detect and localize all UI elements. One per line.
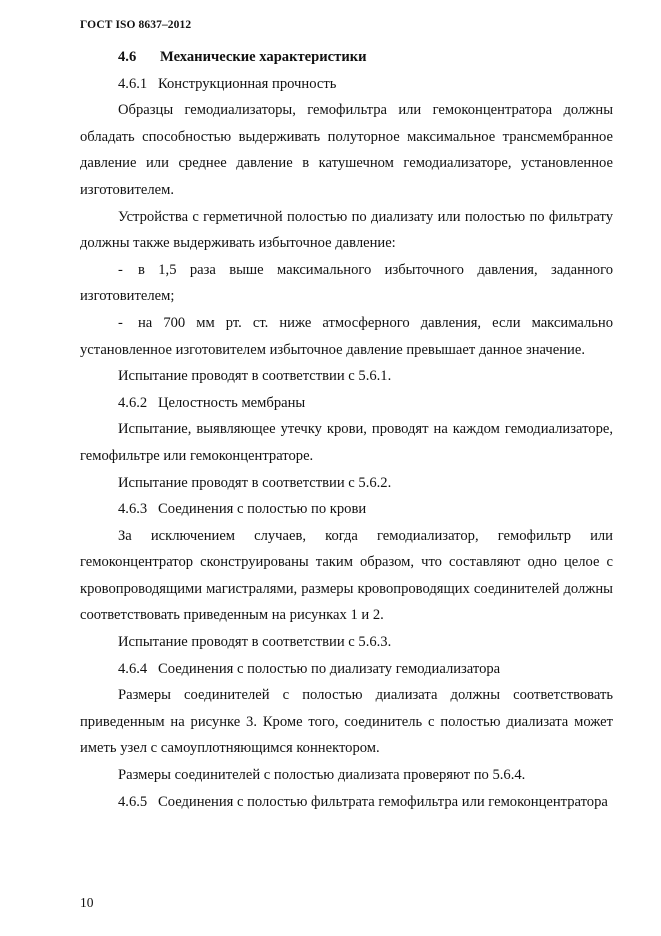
list-dash: - [118, 261, 123, 278]
subsection-number: 4.6.2 [118, 394, 148, 411]
subsection-title: Соединения с полостью фильтрата гемофильтра или гемоконцентратора [158, 793, 608, 810]
test-reference: Размеры соединителей с полостью диализата проверяют по 5.6.4. [118, 767, 526, 784]
subsection-heading-4-6-2 [80, 390, 613, 417]
section-heading-4-6 [80, 44, 613, 71]
list-item-text: в 1,5 раза выше максимального избыточного давления, заданного изготовителем; [80, 261, 613, 305]
subsection-heading-4-6-3 [80, 496, 613, 523]
section-number: 4.6 [118, 49, 137, 65]
list-dash: - [118, 314, 123, 331]
subsection-title: Соединения с полостью по крови [158, 501, 367, 518]
list-item-text: на 700 мм рт. ст. ниже атмосферного давления, если максимально установленное изготовителем избыточное давление превышает данное значение. [80, 314, 613, 358]
subsection-number: 4.6.4 [118, 660, 148, 677]
paragraph: Испытание, выявляющее утечку крови, проводят на каждом гемодиализаторе, гемофильтре или гемоконцентраторе. [80, 421, 613, 464]
subsection-heading-4-6-1 [80, 71, 613, 98]
document-header: ГОСТ ISO 8637–2012 [80, 19, 192, 31]
paragraph: Образцы гемодиализаторы, гемофильтра или гемоконцентратора должны обладать способностью выдерживать полуторное максимальное трансмембранное давление или среднее давление в катушечном гемодиализаторе, установленное изготовителем. [80, 102, 613, 198]
subsection-number: 4.6.1 [118, 75, 148, 92]
paragraph: Размеры соединителей с полостью диализата должны соответствовать приведенным на рисунке 3. Кроме того, соединитель с полостью диализата может иметь узел с самоуплотняющимся коннектором. [80, 687, 613, 757]
subsection-title: Конструкционная прочность [158, 75, 337, 92]
test-reference: Испытание проводят в соответствии с 5.6.3. [118, 634, 392, 651]
test-reference: Испытание проводят в соответствии с 5.6.1. [118, 368, 392, 385]
subsection-heading-4-6-5 [80, 789, 613, 816]
list-item [80, 257, 613, 310]
paragraph: Устройства с герметичной полостью по диализату или полостью по фильтрату должны также выдерживать избыточное давление: [80, 208, 613, 252]
subsection-title: Целостность мембраны [158, 394, 306, 411]
paragraph: За исключением случаев, когда гемодиализатор, гемофильтр или гемоконцентратор сконструированы таким образом, что составляют одно целое с кровопроводящими магистралями, размеры кровопроводящих соединителей должны соответствовать приведенным на рисунках 1 и 2. [80, 527, 613, 624]
test-reference: Испытание проводят в соответствии с 5.6.2. [118, 474, 392, 491]
section-title: Механические характеристики [160, 49, 367, 65]
page-number: 10 [80, 895, 94, 910]
subsection-title: Соединения с полостью по диализату гемодиализатора [158, 660, 501, 677]
subsection-heading-4-6-4 [80, 656, 613, 683]
subsection-number: 4.6.3 [118, 501, 148, 518]
list-item [80, 310, 613, 363]
subsection-number: 4.6.5 [118, 793, 148, 810]
document-body [80, 44, 613, 815]
